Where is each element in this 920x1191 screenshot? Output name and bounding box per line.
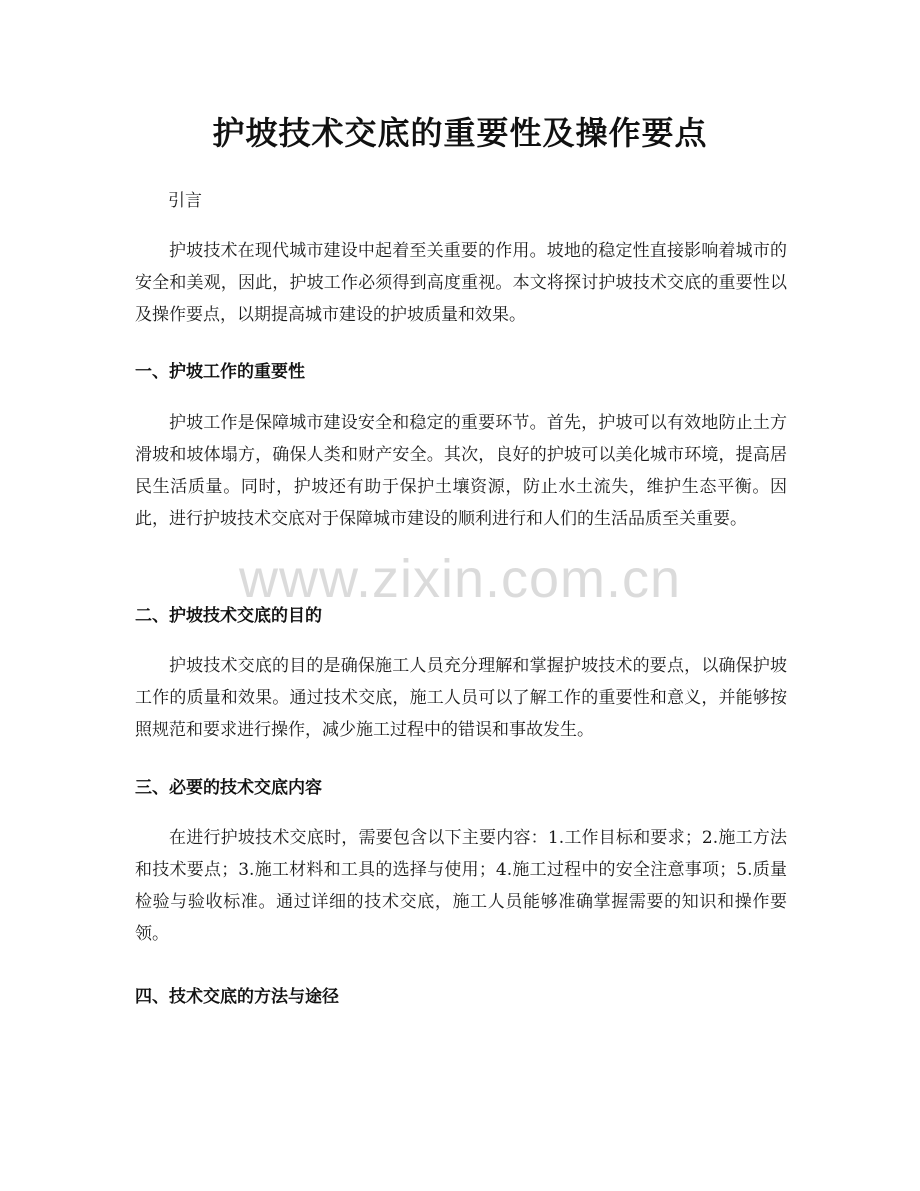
intro-label: 引言 [168,191,202,211]
document-title: 护坡技术交底的重要性及操作要点 [212,114,708,152]
section-paragraph-2: 护坡技术交底的目的是确保施工人员充分理解和掌握护坡技术的要点，以确保护坡工作的质量和效果。通过技术交底，施工人员可以了解工作的重要性和意义，并能够按照规范和要求进行操作，减少施工过程中的错误和事故发生。 [135,656,787,740]
section-heading-4: 四、技术交底的方法与途径 [135,987,339,1007]
section-heading-2: 二、护坡技术交底的目的 [135,606,322,626]
intro-paragraph: 护坡技术在现代城市建设中起着至关重要的作用。坡地的稳定性直接影响着城市的安全和美观，因此，护坡工作必须得到高度重视。本文将探讨护坡技术交底的重要性以及操作要点，以期提高城市建设的护坡质量和效果。 [135,241,787,325]
section-heading-3: 三、必要的技术交底内容 [135,778,322,798]
section-paragraph-3: 在进行护坡技术交底时，需要包含以下主要内容：1.工作目标和要求；2.施工方法和技术要点；3.施工材料和工具的选择与使用；4.施工过程中的安全注意事项；5.质量检验与验收标准。通过详细的技术交底，施工人员能够准确掌握需要的知识和操作要领。 [135,828,787,944]
section-paragraph-1: 护坡工作是保障城市建设安全和稳定的重要环节。首先，护坡可以有效地防止土方滑坡和坡体塌方，确保人类和财产安全。其次，良好的护坡可以美化城市环境，提高居民生活质量。同时，护坡还有助于保护土壤资源，防止水土流失，维护生态平衡。因此，进行护坡技术交底对于保障城市建设的顺利进行和人们的生活品质至关重要。 [135,413,787,529]
watermark: www.zixin.com.cn [238,549,682,609]
section-heading-1: 一、护坡工作的重要性 [135,362,305,382]
